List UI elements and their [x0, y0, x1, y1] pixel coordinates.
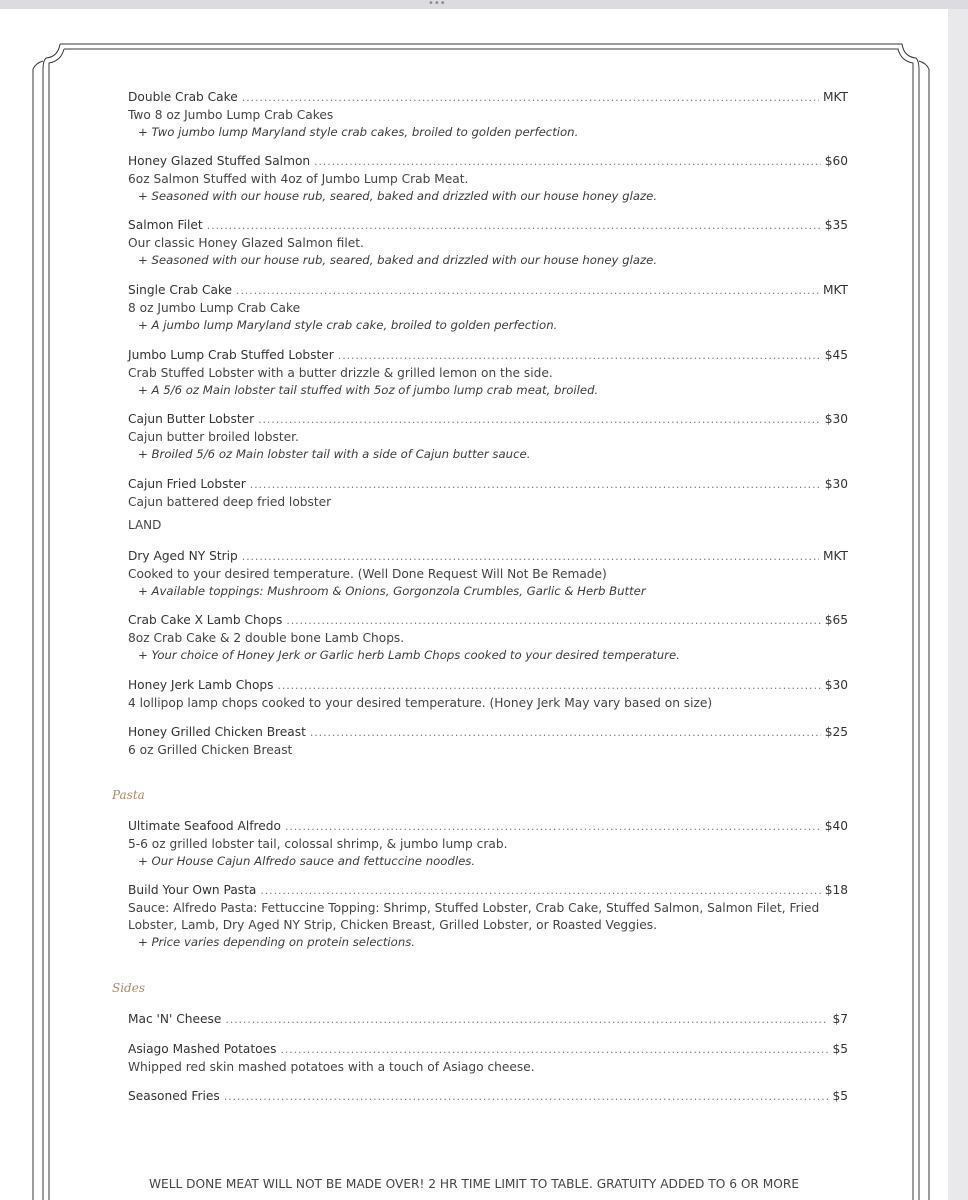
item-note: + Available toppings: Mushroom & Onions, Gorgonzola Crumbles, Garlic & Herb Butter: [138, 584, 646, 598]
menu-page: [0, 9, 948, 1200]
item-price: $30: [824, 678, 848, 692]
item-name: Seasoned Fries: [128, 1089, 220, 1103]
item-note: + Your choice of Honey Jerk or Garlic herb Lamb Chops cooked to your desired temperature.: [138, 648, 680, 662]
item-description: Cajun battered deep fried lobster: [128, 495, 332, 509]
item-note: + A 5/6 oz Main lobster tail stuffed with 5oz of jumbo lump crab meat, broiled.: [138, 383, 599, 397]
item-description: 5-6 oz grilled lobster tail, colossal shrimp, & jumbo lump crab.: [128, 837, 508, 851]
section-label-land: LAND: [128, 518, 162, 532]
dot-leader: [338, 349, 821, 362]
window-grabber[interactable]: [0, 0, 968, 9]
menu-item-build-your-own-pasta: [128, 883, 848, 951]
item-description: Whipped red skin mashed potatoes with a touch of Asiago cheese.: [128, 1060, 535, 1074]
item-price: MKT: [822, 90, 848, 104]
dot-leader: [285, 820, 821, 833]
item-name: Cajun Fried Lobster: [128, 477, 246, 491]
item-description: 8 oz Jumbo Lump Crab Cake: [128, 301, 301, 315]
item-note: + Seasoned with our house rub, seared, baked and drizzled with our house honey glaze.: [138, 189, 658, 203]
menu-item-honey-glazed-stuffed-salmon: [128, 154, 848, 205]
item-name: Single Crab Cake: [128, 283, 233, 297]
item-note: + Our House Cajun Alfredo sauce and fettuccine noodles.: [138, 854, 476, 868]
dot-leader: [277, 679, 820, 692]
item-note: + Price varies depending on protein selections.: [138, 935, 416, 949]
dot-leader: [250, 478, 821, 491]
item-description: Two 8 oz Jumbo Lump Crab Cakes: [128, 108, 334, 122]
item-description: Sauce: Alfredo Pasta: Fettuccine Topping: Shrimp, Stuffed Lobster, Crab Cake, Stuffed Salmon, Salmon Filet, Fried Lobster, Lamb, Dry Aged NY Strip, Chicken Breast, Grilled Lobster, or Roasted Veggies.: [128, 901, 820, 932]
dot-leader: [280, 1043, 828, 1056]
item-note: + Seasoned with our house rub, seared, baked and drizzled with our house honey glaze.: [138, 253, 658, 267]
menu-item-honey-jerk-lamb-chops: [128, 678, 848, 712]
item-description: Cajun butter broiled lobster.: [128, 430, 299, 444]
dot-leader: [225, 1013, 828, 1026]
item-price: $25: [824, 725, 848, 739]
item-note: + Two jumbo lump Maryland style crab cakes, broiled to golden perfection.: [138, 125, 579, 139]
dot-leader: [242, 550, 819, 563]
item-name: Honey Glazed Stuffed Salmon: [128, 154, 311, 168]
footer-policy-text: WELL DONE MEAT WILL NOT BE MADE OVER! 2 HR TIME LIMIT TO TABLE. GRATUITY ADDED TO 6 OR MORE: [148, 1177, 800, 1191]
item-price: $45: [824, 348, 848, 362]
item-name: Crab Cake X Lamb Chops: [128, 613, 283, 627]
menu-item-seasoned-fries: [128, 1089, 848, 1106]
item-name: Build Your Own Pasta: [128, 883, 257, 897]
item-price: $65: [824, 613, 848, 627]
item-price: $5: [832, 1089, 848, 1103]
item-price: $35: [824, 218, 848, 232]
item-name: Cajun Butter Lobster: [128, 412, 255, 426]
menu-item-single-crab-cake: [128, 283, 848, 334]
menu-item-honey-grilled-chicken-breast: [128, 725, 848, 759]
section-heading-sides: Sides: [112, 981, 145, 995]
section-heading-pasta: Pasta: [112, 788, 145, 802]
item-name: Mac 'N' Cheese: [128, 1012, 222, 1026]
dot-leader: [242, 91, 819, 104]
item-price: $30: [824, 412, 848, 426]
menu-item-mac-n-cheese: [128, 1012, 848, 1029]
item-name: Dry Aged NY Strip: [128, 549, 238, 563]
menu-item-double-crab-cake: [128, 90, 848, 141]
item-name: Asiago Mashed Potatoes: [128, 1042, 277, 1056]
item-name: Honey Jerk Lamb Chops: [128, 678, 274, 692]
item-description: 6 oz Grilled Chicken Breast: [128, 743, 293, 757]
dot-leader: [258, 413, 821, 426]
item-price: $60: [824, 154, 848, 168]
menu-item-jumbo-lump-crab-stuffed-lobster: [128, 348, 848, 399]
dot-leader: [236, 284, 819, 297]
item-price: $18: [824, 883, 848, 897]
item-name: Honey Grilled Chicken Breast: [128, 725, 306, 739]
menu-item-cajun-butter-lobster: [128, 412, 848, 463]
dot-leader: [224, 1090, 829, 1103]
menu-item-ultimate-seafood-alfredo: [128, 819, 848, 870]
item-description: 4 lollipop lamp chops cooked to your desired temperature. (Honey Jerk May vary based on size): [128, 696, 713, 710]
item-description: Our classic Honey Glazed Salmon filet.: [128, 236, 364, 250]
dot-leader: [314, 155, 821, 168]
menu-item-crab-cake-x-lamb-chops: [128, 613, 848, 664]
item-price: $7: [832, 1012, 848, 1026]
menu-item-dry-aged-ny-strip: [128, 549, 848, 600]
item-price: MKT: [822, 549, 848, 563]
item-name: Jumbo Lump Crab Stuffed Lobster: [128, 348, 334, 362]
dot-leader: [260, 884, 820, 897]
item-price: MKT: [822, 283, 848, 297]
menu-item-cajun-fried-lobster: [128, 477, 848, 511]
item-name: Ultimate Seafood Alfredo: [128, 819, 281, 833]
item-price: $30: [824, 477, 848, 491]
dot-leader: [286, 614, 820, 627]
item-note: + Broiled 5/6 oz Main lobster tail with a side of Cajun butter sauce.: [138, 447, 531, 461]
item-name: Double Crab Cake: [128, 90, 238, 104]
item-price: $5: [832, 1042, 848, 1056]
more-dots-icon[interactable]: •••: [428, 0, 446, 9]
dot-leader: [310, 726, 821, 739]
menu-item-salmon-filet: [128, 218, 848, 269]
item-note: + A jumbo lump Maryland style crab cake, broiled to golden perfection.: [138, 318, 558, 332]
menu-item-asiago-mashed-potatoes: [128, 1042, 848, 1076]
item-description: 6oz Salmon Stuffed with 4oz of Jumbo Lump Crab Meat.: [128, 172, 469, 186]
item-name: Salmon Filet: [128, 218, 203, 232]
item-description: 8oz Crab Cake & 2 double bone Lamb Chops.: [128, 631, 405, 645]
dot-leader: [207, 219, 821, 232]
item-description: Crab Stuffed Lobster with a butter drizzle & grilled lemon on the side.: [128, 366, 553, 380]
item-description: Cooked to your desired temperature. (Well Done Request Will Not Be Remade): [128, 567, 607, 581]
item-price: $40: [824, 819, 848, 833]
